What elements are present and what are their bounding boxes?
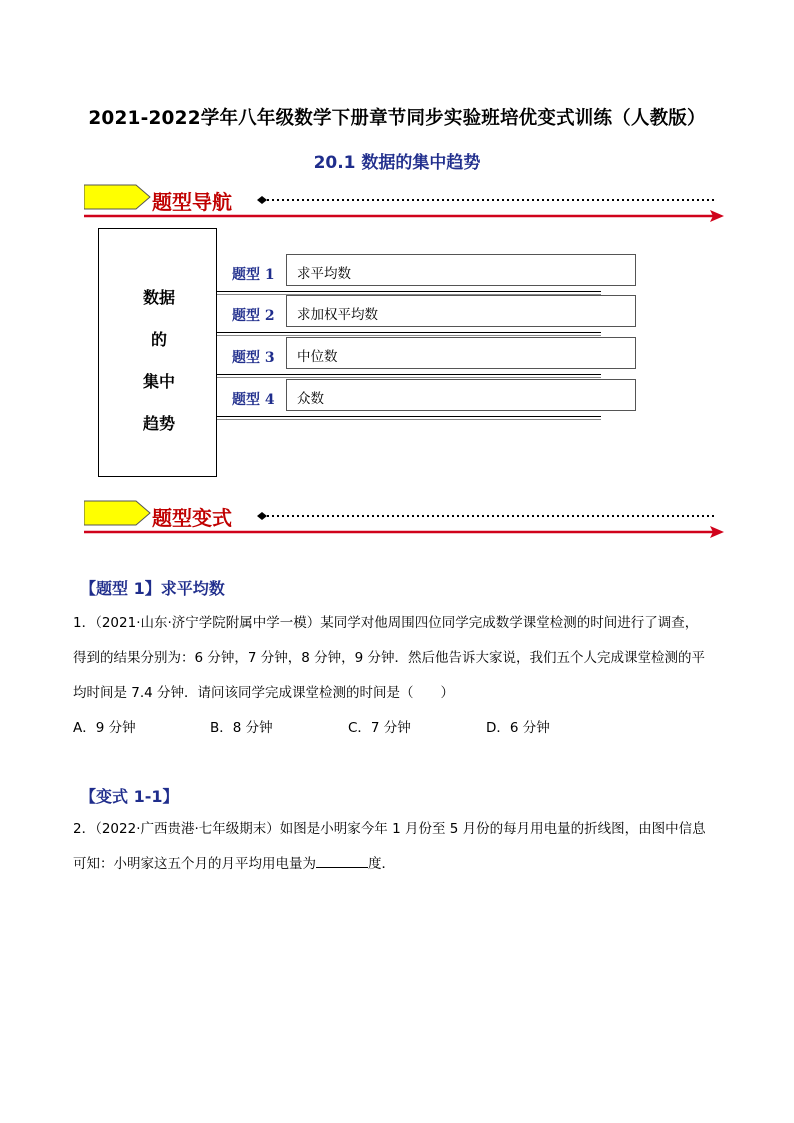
connector-line bbox=[217, 416, 601, 417]
type-box-3: 中位数 bbox=[286, 337, 636, 369]
type-label-3: 题型 3 bbox=[232, 350, 275, 366]
question-text: 度． bbox=[368, 856, 395, 872]
variant-section-bar bbox=[84, 498, 724, 538]
question-line: 得到的结果分别为：6 分钟，7 分钟，8 分钟，9 分钟．然后他告诉大家说，我们五个人完成课堂检测的平 bbox=[73, 650, 706, 666]
connector-line bbox=[217, 374, 601, 375]
connector-line bbox=[217, 377, 601, 378]
section-heading-type1: 【题型 1】求平均数 bbox=[80, 579, 225, 598]
question-line: 1．（2021·山东·济宁学院附属中学一模）某同学对他周围四位同学完成数学课堂检测的时间进行了调查， bbox=[73, 615, 699, 631]
question-text: 可知：小明家这五个月的月平均用电量为 bbox=[73, 856, 316, 872]
type-box-1: 求平均数 bbox=[286, 254, 636, 286]
topic-line: 趋势 bbox=[142, 414, 176, 433]
option-d: D．6 分钟 bbox=[486, 720, 550, 736]
question-line bbox=[73, 847, 723, 882]
topic-box bbox=[98, 228, 217, 477]
option-a: A．9 分钟 bbox=[73, 720, 136, 736]
connector-line bbox=[217, 291, 601, 292]
type-box-2: 求加权平均数 bbox=[286, 295, 636, 327]
type-label-1: 题型 1 bbox=[232, 267, 275, 283]
type-label-4: 题型 4 bbox=[232, 392, 275, 408]
question-line: 均时间是 7.4 分钟．请问该同学完成课堂检测的时间是（ ） bbox=[73, 685, 455, 701]
section-subtitle: 20.1 数据的集中趋势 bbox=[313, 153, 481, 173]
type-box-4: 众数 bbox=[286, 379, 636, 411]
nav-section-bar bbox=[84, 182, 724, 222]
topic-line: 集中 bbox=[142, 372, 176, 391]
type-label-2: 题型 2 bbox=[232, 308, 275, 324]
topic-line: 数据 bbox=[142, 288, 176, 307]
connector-line bbox=[217, 335, 601, 336]
document-title: 2021-2022学年八年级数学下册章节同步实验班培优变式训练（人教版） bbox=[88, 108, 706, 129]
question-2 bbox=[73, 812, 723, 882]
connector-line bbox=[217, 332, 601, 333]
variant-bar-label: 题型变式 bbox=[152, 506, 232, 530]
question-1 bbox=[73, 606, 723, 711]
question-line: 2．（2022·广西贵港·七年级期末）如图是小明家今年 1 月份至 5 月份的每月用电量的折线图，由图中信息 bbox=[73, 821, 706, 837]
nav-bar-label: 题型导航 bbox=[152, 190, 232, 214]
connector-line bbox=[217, 419, 601, 420]
section-heading-variant: 【变式 1-1】 bbox=[80, 787, 179, 806]
topic-line: 的 bbox=[150, 330, 168, 349]
option-b: B．8 分钟 bbox=[210, 720, 273, 736]
answer-blank[interactable] bbox=[316, 853, 368, 868]
option-c: C．7 分钟 bbox=[348, 720, 411, 736]
